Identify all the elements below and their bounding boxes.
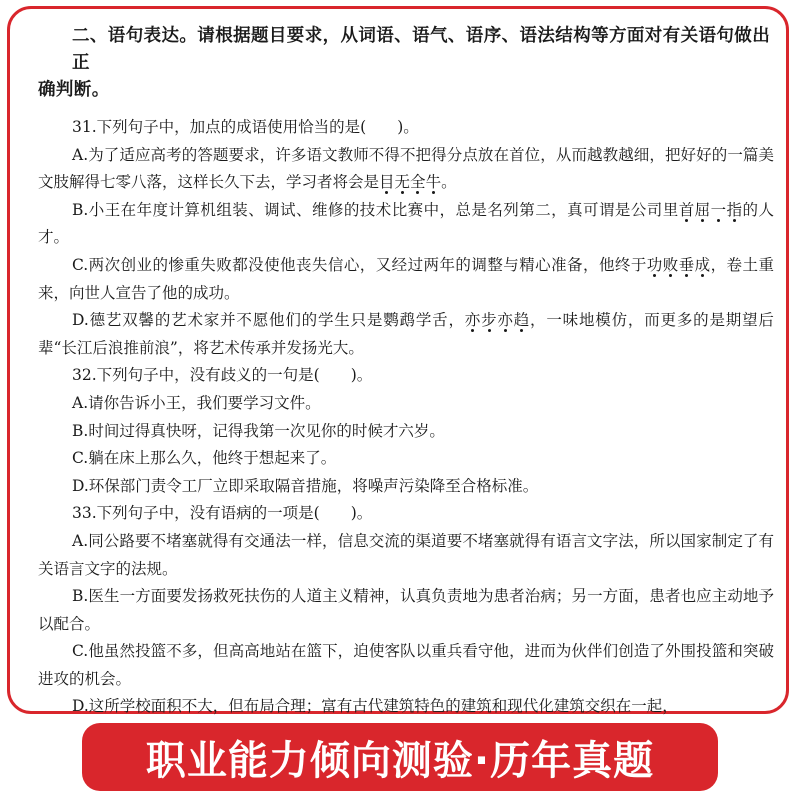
option-c: C.他虽然投篮不多，但高高地站在篮下，迫使客队以重兵看守他，进而为伙伴们创造了外围投篮和突破进攻的机会。 [38,642,774,688]
option-a: A.同公路要不堵塞就得有交通法一样，信息交流的渠道要不堵塞就得有语言文字法，所以国家制定了有关语言文字的法规。 [38,531,774,578]
emphasis-dot-char: 全 [410,173,426,192]
emphasis-dot-char: 指 [726,200,743,219]
emphasis-dot-char: 目 [379,173,395,192]
dotted-idiom [379,173,441,191]
question-33 [38,500,774,721]
question-32 [38,362,774,500]
section-heading-line1: 二、语句表达。请根据题目要求，从词语、语气、语序、语法结构等方面对有关语句做出正 [72,26,771,73]
dotted-idiom [679,201,743,219]
option-d: D.环保部门责令工厂立即采取隔音措施，将噪声污染降至合格标准。 [72,476,539,495]
page-frame [7,6,789,714]
option-c: C.躺在床上那么久，他终于想起来了。 [72,449,337,468]
question-stem: 31.下列句子中，加点的成语使用恰当的是( )。 [72,118,419,136]
emphasis-dot-char: 屈 [694,200,711,219]
option-b: B.小王在年度计算机组装、调试、维修的技术比赛中，总是名列第二，真可谓是公司里首屈一指的人才。 [38,200,774,247]
title-banner [82,723,718,791]
emphasis-dot-char: 无 [394,173,411,192]
banner-title: 职业能力倾向测验·历年真题 [145,737,655,784]
question-31 [38,114,774,362]
emphasis-dot-char: 败 [662,255,679,274]
emphasis-dot-char: 垂 [678,255,695,274]
section-heading [38,23,774,104]
question-stem: 33.下列句子中，没有语病的一项是( )。 [72,504,373,523]
emphasis-dot-char: 趋 [513,311,531,330]
emphasis-dot-char: 一 [710,200,727,219]
option-b: B.医生一方面要发扬救死扶伤的人道主义精神，认真负责地为患者治病；另一方面，患者也应主动地予以配合。 [38,587,774,633]
option-d: D.德艺双馨的艺术家并不愿他们的学生只是鹦鹉学舌，亦步亦趋，一味地模仿，而更多的是期望后辈“长江后浪推前浪”，将艺术传承并发扬光大。 [38,311,774,357]
section-heading-line2: 确判断。 [38,80,110,100]
option-a: A.为了适应高考的答题要求，许多语文教师不得不把得分点放在首位，从而越教越细，把好好的一篇美文肢解得七零八落，这样长久下去，学习者将会是目无全牛。 [38,145,774,192]
option-b: B.时间过得真快呀，记得我第一次见你的时候才六岁。 [72,421,445,440]
option-d: D.这所学校面积不大，但布局合理；富有古代建筑特色的建筑和现代化建筑交织在一起， [72,697,678,716]
dotted-idiom [465,311,530,329]
question-stem: 32.下列句子中，没有歧义的一句是( )。 [72,366,373,385]
option-c: C.两次创业的惨重失败都没使他丧失信心，又经过两年的调整与精心准备，他终于功败垂成，卷土重来，向世人宣告了他的成功。 [38,255,774,302]
document-content [38,23,774,721]
emphasis-dot-char: 成 [694,255,711,274]
emphasis-dot-char: 亦 [497,311,514,330]
emphasis-dot-char: 亦 [464,311,482,330]
emphasis-dot-char: 首 [678,200,695,219]
emphasis-dot-char: 牛 [425,173,442,192]
option-a: A.请你告诉小王，我们要学习文件。 [72,393,321,412]
emphasis-dot-char: 功 [646,255,663,274]
dotted-idiom [647,256,711,274]
emphasis-dot-char: 步 [481,311,498,330]
